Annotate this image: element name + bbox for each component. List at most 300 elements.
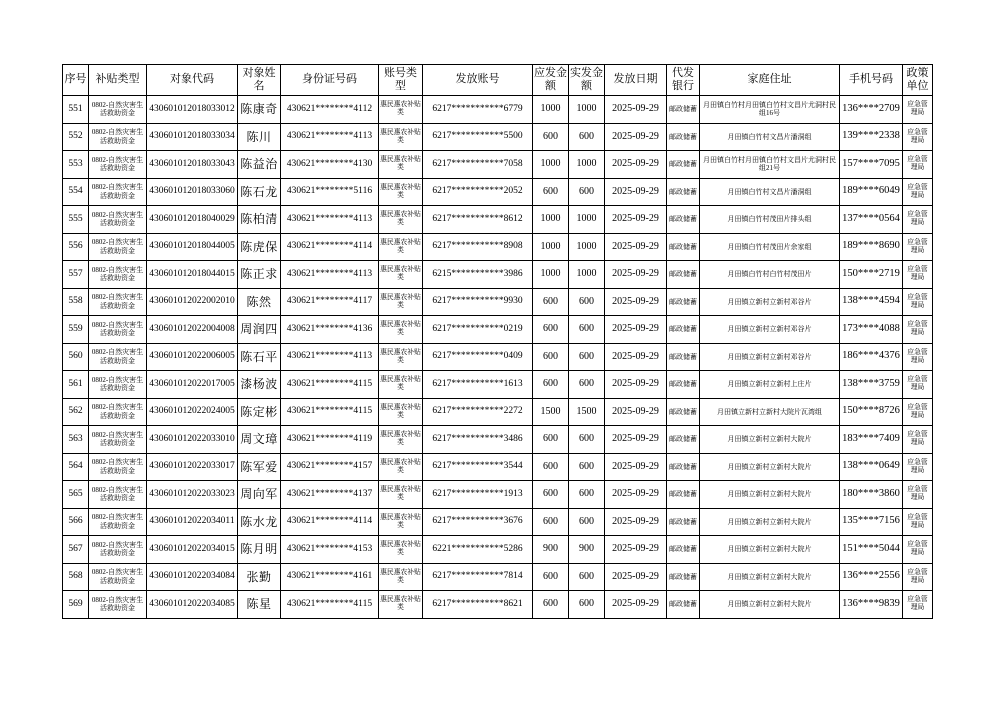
cell-id-number: 430621********4130 <box>281 151 379 179</box>
cell-object-code: 430601012018033012 <box>147 96 238 124</box>
cell-address: 月田镇立新村立新村大院片 <box>700 426 840 454</box>
cell-account-number: 6217***********3486 <box>423 426 533 454</box>
cell-object-code: 430601012022024005 <box>147 398 238 426</box>
header-amount-paid: 实发金额 <box>569 65 605 96</box>
cell-bank: 邮政储蓄 <box>667 178 700 206</box>
cell-bank: 邮政储蓄 <box>667 398 700 426</box>
cell-account-number: 6217***********2052 <box>423 178 533 206</box>
cell-amount-paid: 600 <box>569 288 605 316</box>
cell-amount-paid: 600 <box>569 481 605 509</box>
cell-account-type: 惠民惠农补贴类 <box>379 508 423 536</box>
cell-policy-unit: 应急管理局 <box>903 206 933 234</box>
cell-seq: 563 <box>63 426 89 454</box>
cell-name: 陈正求 <box>238 261 281 289</box>
cell-seq: 558 <box>63 288 89 316</box>
cell-policy-unit: 应急管理局 <box>903 371 933 399</box>
cell-bank: 邮政储蓄 <box>667 316 700 344</box>
cell-id-number: 430621********4153 <box>281 536 379 564</box>
cell-account-type: 惠民惠农补贴类 <box>379 398 423 426</box>
cell-subsidy-type: 0802-自然灾害生活救助资金 <box>89 536 147 564</box>
cell-address: 月田镇白竹村月田镇白竹村文昌片尤洞村民组16号 <box>700 96 840 124</box>
cell-account-type: 惠民惠农补贴类 <box>379 371 423 399</box>
table-row <box>63 426 933 454</box>
cell-address: 月田镇白竹村茂田片余家组 <box>700 233 840 261</box>
cell-subsidy-type: 0802-自然灾害生活救助资金 <box>89 178 147 206</box>
cell-name: 陈水龙 <box>238 508 281 536</box>
cell-seq: 564 <box>63 453 89 481</box>
cell-account-number: 6217***********8612 <box>423 206 533 234</box>
cell-id-number: 430621********4113 <box>281 343 379 371</box>
cell-amount-due: 1000 <box>533 261 569 289</box>
cell-pay-date: 2025-09-29 <box>605 96 667 124</box>
cell-bank: 邮政储蓄 <box>667 206 700 234</box>
cell-address: 月田镇立新村立新村上庄片 <box>700 371 840 399</box>
cell-amount-due: 1000 <box>533 206 569 234</box>
cell-subsidy-type: 0802-自然灾害生活救助资金 <box>89 371 147 399</box>
cell-id-number: 430621********5116 <box>281 178 379 206</box>
cell-name: 陈石龙 <box>238 178 281 206</box>
cell-name: 陈益治 <box>238 151 281 179</box>
header-bank: 代发银行 <box>667 65 700 96</box>
cell-id-number: 430621********4114 <box>281 233 379 261</box>
cell-account-number: 6217***********0409 <box>423 343 533 371</box>
cell-name: 漆杨波 <box>238 371 281 399</box>
cell-amount-paid: 1000 <box>569 261 605 289</box>
cell-address: 月田镇立新村立新村大院片 <box>700 563 840 591</box>
cell-object-code: 430601012022006005 <box>147 343 238 371</box>
cell-subsidy-type: 0802-自然灾害生活救助资金 <box>89 591 147 619</box>
cell-subsidy-type: 0802-自然灾害生活救助资金 <box>89 123 147 151</box>
cell-policy-unit: 应急管理局 <box>903 453 933 481</box>
cell-object-code: 430601012022033023 <box>147 481 238 509</box>
cell-name: 陈柏清 <box>238 206 281 234</box>
cell-pay-date: 2025-09-29 <box>605 453 667 481</box>
cell-seq: 551 <box>63 96 89 124</box>
cell-bank: 邮政储蓄 <box>667 288 700 316</box>
cell-seq: 552 <box>63 123 89 151</box>
cell-id-number: 430621********4115 <box>281 371 379 399</box>
cell-object-code: 430601012022033017 <box>147 453 238 481</box>
cell-seq: 556 <box>63 233 89 261</box>
cell-account-number: 6217***********7058 <box>423 151 533 179</box>
cell-phone: 150****8726 <box>840 398 903 426</box>
cell-address: 月田镇白竹村文昌片潘洞组 <box>700 123 840 151</box>
table-row <box>63 233 933 261</box>
cell-seq: 554 <box>63 178 89 206</box>
cell-seq: 565 <box>63 481 89 509</box>
cell-amount-due: 600 <box>533 288 569 316</box>
cell-phone: 180****3860 <box>840 481 903 509</box>
cell-policy-unit: 应急管理局 <box>903 536 933 564</box>
cell-object-code: 430601012022034015 <box>147 536 238 564</box>
cell-phone: 137****0564 <box>840 206 903 234</box>
cell-amount-due: 600 <box>533 316 569 344</box>
cell-pay-date: 2025-09-29 <box>605 151 667 179</box>
cell-phone: 173****4088 <box>840 316 903 344</box>
cell-account-number: 6217***********3676 <box>423 508 533 536</box>
cell-amount-paid: 900 <box>569 536 605 564</box>
cell-account-type: 惠民惠农补贴类 <box>379 178 423 206</box>
cell-account-type: 惠民惠农补贴类 <box>379 426 423 454</box>
table-row <box>63 591 933 619</box>
cell-phone: 136****2709 <box>840 96 903 124</box>
cell-account-type: 惠民惠农补贴类 <box>379 123 423 151</box>
cell-name: 周润四 <box>238 316 281 344</box>
cell-amount-due: 600 <box>533 178 569 206</box>
cell-subsidy-type: 0802-自然灾害生活救助资金 <box>89 96 147 124</box>
cell-account-type: 惠民惠农补贴类 <box>379 481 423 509</box>
cell-address: 月田镇白竹村白竹村茂田片 <box>700 261 840 289</box>
table-row <box>63 453 933 481</box>
cell-id-number: 430621********4117 <box>281 288 379 316</box>
cell-account-number: 6215***********3986 <box>423 261 533 289</box>
cell-address: 月田镇立新村立新村大院片 <box>700 536 840 564</box>
cell-id-number: 430621********4113 <box>281 123 379 151</box>
cell-policy-unit: 应急管理局 <box>903 96 933 124</box>
cell-bank: 邮政储蓄 <box>667 426 700 454</box>
cell-address: 月田镇立新村立新村大院片 <box>700 453 840 481</box>
table-row <box>63 206 933 234</box>
cell-policy-unit: 应急管理局 <box>903 481 933 509</box>
cell-phone: 136****9839 <box>840 591 903 619</box>
cell-bank: 邮政储蓄 <box>667 536 700 564</box>
cell-policy-unit: 应急管理局 <box>903 398 933 426</box>
cell-name: 陈定彬 <box>238 398 281 426</box>
cell-object-code: 430601012018033060 <box>147 178 238 206</box>
cell-policy-unit: 应急管理局 <box>903 343 933 371</box>
cell-pay-date: 2025-09-29 <box>605 316 667 344</box>
cell-amount-due: 600 <box>533 123 569 151</box>
cell-phone: 138****3759 <box>840 371 903 399</box>
cell-pay-date: 2025-09-29 <box>605 371 667 399</box>
cell-pay-date: 2025-09-29 <box>605 123 667 151</box>
header-name: 对象姓名 <box>238 65 281 96</box>
table-row <box>63 563 933 591</box>
cell-seq: 568 <box>63 563 89 591</box>
cell-policy-unit: 应急管理局 <box>903 123 933 151</box>
cell-account-type: 惠民惠农补贴类 <box>379 233 423 261</box>
cell-name: 张勤 <box>238 563 281 591</box>
cell-seq: 569 <box>63 591 89 619</box>
cell-address: 月田镇白竹村月田镇白竹村文昌片尤洞村民组21号 <box>700 151 840 179</box>
cell-bank: 邮政储蓄 <box>667 508 700 536</box>
cell-id-number: 430621********4136 <box>281 316 379 344</box>
cell-bank: 邮政储蓄 <box>667 151 700 179</box>
cell-object-code: 430601012018044005 <box>147 233 238 261</box>
cell-amount-paid: 600 <box>569 123 605 151</box>
cell-amount-due: 1000 <box>533 96 569 124</box>
cell-amount-paid: 1000 <box>569 233 605 261</box>
cell-seq: 566 <box>63 508 89 536</box>
cell-amount-paid: 600 <box>569 591 605 619</box>
cell-bank: 邮政储蓄 <box>667 96 700 124</box>
header-pay-date: 发放日期 <box>605 65 667 96</box>
cell-subsidy-type: 0802-自然灾害生活救助资金 <box>89 426 147 454</box>
cell-amount-due: 600 <box>533 508 569 536</box>
table-body <box>63 96 933 619</box>
cell-subsidy-type: 0802-自然灾害生活救助资金 <box>89 261 147 289</box>
cell-account-number: 6217***********0219 <box>423 316 533 344</box>
subsidy-table <box>62 64 933 619</box>
cell-name: 周向军 <box>238 481 281 509</box>
header-amount-due: 应发金额 <box>533 65 569 96</box>
cell-id-number: 430621********4113 <box>281 206 379 234</box>
cell-subsidy-type: 0802-自然灾害生活救助资金 <box>89 343 147 371</box>
cell-pay-date: 2025-09-29 <box>605 591 667 619</box>
cell-account-number: 6217***********9930 <box>423 288 533 316</box>
cell-seq: 559 <box>63 316 89 344</box>
cell-account-type: 惠民惠农补贴类 <box>379 288 423 316</box>
header-phone: 手机号码 <box>840 65 903 96</box>
table-row <box>63 398 933 426</box>
header-object-code: 对象代码 <box>147 65 238 96</box>
cell-phone: 136****2556 <box>840 563 903 591</box>
cell-id-number: 430621********4113 <box>281 261 379 289</box>
cell-object-code: 430601012018040029 <box>147 206 238 234</box>
cell-subsidy-type: 0802-自然灾害生活救助资金 <box>89 151 147 179</box>
cell-amount-due: 600 <box>533 453 569 481</box>
cell-policy-unit: 应急管理局 <box>903 288 933 316</box>
cell-amount-paid: 1000 <box>569 96 605 124</box>
cell-amount-due: 600 <box>533 481 569 509</box>
cell-amount-paid: 1500 <box>569 398 605 426</box>
cell-phone: 150****2719 <box>840 261 903 289</box>
cell-phone: 151****5044 <box>840 536 903 564</box>
cell-pay-date: 2025-09-29 <box>605 426 667 454</box>
cell-seq: 561 <box>63 371 89 399</box>
cell-address: 月田镇立新村立新村邓谷片 <box>700 288 840 316</box>
cell-amount-due: 900 <box>533 536 569 564</box>
cell-amount-due: 600 <box>533 563 569 591</box>
table-row <box>63 178 933 206</box>
cell-address: 月田镇立新村立新村大院片瓦湾组 <box>700 398 840 426</box>
cell-subsidy-type: 0802-自然灾害生活救助资金 <box>89 453 147 481</box>
cell-policy-unit: 应急管理局 <box>903 178 933 206</box>
cell-account-number: 6217***********1613 <box>423 371 533 399</box>
cell-object-code: 430601012022034011 <box>147 508 238 536</box>
cell-object-code: 430601012018044015 <box>147 261 238 289</box>
table-row <box>63 481 933 509</box>
cell-pay-date: 2025-09-29 <box>605 536 667 564</box>
cell-id-number: 430621********4137 <box>281 481 379 509</box>
cell-account-number: 6217***********8621 <box>423 591 533 619</box>
cell-account-number: 6217***********1913 <box>423 481 533 509</box>
cell-phone: 189****8690 <box>840 233 903 261</box>
cell-amount-due: 1000 <box>533 233 569 261</box>
cell-object-code: 430601012022017005 <box>147 371 238 399</box>
cell-amount-paid: 600 <box>569 508 605 536</box>
cell-address: 月田镇立新村立新村邓谷片 <box>700 316 840 344</box>
cell-pay-date: 2025-09-29 <box>605 233 667 261</box>
cell-object-code: 430601012022002010 <box>147 288 238 316</box>
cell-account-number: 6217***********8908 <box>423 233 533 261</box>
cell-address: 月田镇立新村立新村大院片 <box>700 481 840 509</box>
cell-pay-date: 2025-09-29 <box>605 508 667 536</box>
table-row <box>63 371 933 399</box>
cell-account-type: 惠民惠农补贴类 <box>379 261 423 289</box>
cell-bank: 邮政储蓄 <box>667 123 700 151</box>
cell-amount-paid: 600 <box>569 453 605 481</box>
table-row <box>63 123 933 151</box>
cell-subsidy-type: 0802-自然灾害生活救助资金 <box>89 563 147 591</box>
cell-amount-paid: 600 <box>569 316 605 344</box>
cell-account-type: 惠民惠农补贴类 <box>379 591 423 619</box>
cell-bank: 邮政储蓄 <box>667 233 700 261</box>
cell-policy-unit: 应急管理局 <box>903 316 933 344</box>
cell-subsidy-type: 0802-自然灾害生活救助资金 <box>89 206 147 234</box>
cell-policy-unit: 应急管理局 <box>903 233 933 261</box>
cell-policy-unit: 应急管理局 <box>903 591 933 619</box>
cell-subsidy-type: 0802-自然灾害生活救助资金 <box>89 288 147 316</box>
cell-id-number: 430621********4161 <box>281 563 379 591</box>
cell-account-type: 惠民惠农补贴类 <box>379 151 423 179</box>
cell-pay-date: 2025-09-29 <box>605 481 667 509</box>
cell-name: 陈军爱 <box>238 453 281 481</box>
table-row <box>63 316 933 344</box>
cell-pay-date: 2025-09-29 <box>605 398 667 426</box>
cell-id-number: 430621********4119 <box>281 426 379 454</box>
cell-amount-due: 600 <box>533 371 569 399</box>
cell-account-type: 惠民惠农补贴类 <box>379 343 423 371</box>
cell-address: 月田镇白竹村茂田片排头组 <box>700 206 840 234</box>
cell-pay-date: 2025-09-29 <box>605 178 667 206</box>
cell-name: 陈然 <box>238 288 281 316</box>
cell-account-type: 惠民惠农补贴类 <box>379 96 423 124</box>
table-row <box>63 96 933 124</box>
cell-amount-paid: 600 <box>569 343 605 371</box>
cell-id-number: 430621********4157 <box>281 453 379 481</box>
cell-pay-date: 2025-09-29 <box>605 206 667 234</box>
cell-amount-paid: 600 <box>569 426 605 454</box>
cell-phone: 183****7409 <box>840 426 903 454</box>
cell-subsidy-type: 0802-自然灾害生活救助资金 <box>89 398 147 426</box>
cell-account-type: 惠民惠农补贴类 <box>379 316 423 344</box>
table-row <box>63 343 933 371</box>
table-row <box>63 508 933 536</box>
header-account-number: 发放账号 <box>423 65 533 96</box>
cell-seq: 560 <box>63 343 89 371</box>
cell-address: 月田镇立新村立新村邓谷片 <box>700 343 840 371</box>
cell-amount-paid: 600 <box>569 563 605 591</box>
cell-name: 周文璋 <box>238 426 281 454</box>
header-policy-unit: 政策单位 <box>903 65 933 96</box>
table-header <box>63 65 933 96</box>
cell-pay-date: 2025-09-29 <box>605 261 667 289</box>
cell-bank: 邮政储蓄 <box>667 343 700 371</box>
header-subsidy-type: 补贴类型 <box>89 65 147 96</box>
cell-phone: 186****4376 <box>840 343 903 371</box>
cell-account-type: 惠民惠农补贴类 <box>379 453 423 481</box>
cell-amount-due: 600 <box>533 591 569 619</box>
header-row <box>63 65 933 96</box>
cell-object-code: 430601012018033034 <box>147 123 238 151</box>
table-row <box>63 151 933 179</box>
cell-object-code: 430601012022034084 <box>147 563 238 591</box>
cell-policy-unit: 应急管理局 <box>903 563 933 591</box>
cell-seq: 553 <box>63 151 89 179</box>
cell-policy-unit: 应急管理局 <box>903 508 933 536</box>
header-seq: 序号 <box>63 65 89 96</box>
header-account-type: 账号类型 <box>379 65 423 96</box>
cell-pay-date: 2025-09-29 <box>605 288 667 316</box>
cell-account-type: 惠民惠农补贴类 <box>379 563 423 591</box>
cell-address: 月田镇立新村立新村大院片 <box>700 508 840 536</box>
cell-policy-unit: 应急管理局 <box>903 151 933 179</box>
table-row <box>63 261 933 289</box>
cell-object-code: 430601012022004008 <box>147 316 238 344</box>
cell-amount-due: 600 <box>533 426 569 454</box>
cell-amount-due: 1000 <box>533 151 569 179</box>
cell-seq: 555 <box>63 206 89 234</box>
cell-phone: 189****6049 <box>840 178 903 206</box>
cell-phone: 138****0649 <box>840 453 903 481</box>
cell-subsidy-type: 0802-自然灾害生活救助资金 <box>89 508 147 536</box>
cell-phone: 135****7156 <box>840 508 903 536</box>
cell-phone: 138****4594 <box>840 288 903 316</box>
cell-address: 月田镇立新村立新村大院片 <box>700 591 840 619</box>
cell-account-number: 6217***********6779 <box>423 96 533 124</box>
cell-phone: 139****2338 <box>840 123 903 151</box>
cell-object-code: 430601012022033010 <box>147 426 238 454</box>
cell-account-number: 6217***********3544 <box>423 453 533 481</box>
cell-bank: 邮政储蓄 <box>667 563 700 591</box>
header-address: 家庭住址 <box>700 65 840 96</box>
cell-id-number: 430621********4115 <box>281 398 379 426</box>
cell-subsidy-type: 0802-自然灾害生活救助资金 <box>89 481 147 509</box>
cell-policy-unit: 应急管理局 <box>903 261 933 289</box>
cell-name: 陈石平 <box>238 343 281 371</box>
cell-name: 陈川 <box>238 123 281 151</box>
cell-bank: 邮政储蓄 <box>667 591 700 619</box>
cell-name: 陈虎保 <box>238 233 281 261</box>
table-row <box>63 288 933 316</box>
cell-subsidy-type: 0802-自然灾害生活救助资金 <box>89 316 147 344</box>
cell-seq: 562 <box>63 398 89 426</box>
cell-address: 月田镇白竹村文昌片潘洞组 <box>700 178 840 206</box>
cell-amount-paid: 1000 <box>569 206 605 234</box>
cell-bank: 邮政储蓄 <box>667 261 700 289</box>
cell-id-number: 430621********4114 <box>281 508 379 536</box>
cell-account-number: 6217***********2272 <box>423 398 533 426</box>
cell-name: 陈康奇 <box>238 96 281 124</box>
cell-pay-date: 2025-09-29 <box>605 343 667 371</box>
cell-pay-date: 2025-09-29 <box>605 563 667 591</box>
cell-amount-due: 600 <box>533 343 569 371</box>
cell-object-code: 430601012018033043 <box>147 151 238 179</box>
cell-account-type: 惠民惠农补贴类 <box>379 536 423 564</box>
cell-seq: 567 <box>63 536 89 564</box>
cell-object-code: 430601012022034085 <box>147 591 238 619</box>
cell-id-number: 430621********4115 <box>281 591 379 619</box>
header-id-number: 身份证号码 <box>281 65 379 96</box>
cell-name: 陈月明 <box>238 536 281 564</box>
cell-policy-unit: 应急管理局 <box>903 426 933 454</box>
cell-account-number: 6217***********5500 <box>423 123 533 151</box>
cell-account-type: 惠民惠农补贴类 <box>379 206 423 234</box>
cell-account-number: 6217***********7814 <box>423 563 533 591</box>
cell-amount-paid: 600 <box>569 371 605 399</box>
table-row <box>63 536 933 564</box>
cell-bank: 邮政储蓄 <box>667 481 700 509</box>
cell-id-number: 430621********4112 <box>281 96 379 124</box>
cell-subsidy-type: 0802-自然灾害生活救助资金 <box>89 233 147 261</box>
cell-amount-paid: 1000 <box>569 151 605 179</box>
cell-amount-due: 1500 <box>533 398 569 426</box>
cell-amount-paid: 600 <box>569 178 605 206</box>
cell-name: 陈星 <box>238 591 281 619</box>
cell-seq: 557 <box>63 261 89 289</box>
cell-phone: 157****7095 <box>840 151 903 179</box>
